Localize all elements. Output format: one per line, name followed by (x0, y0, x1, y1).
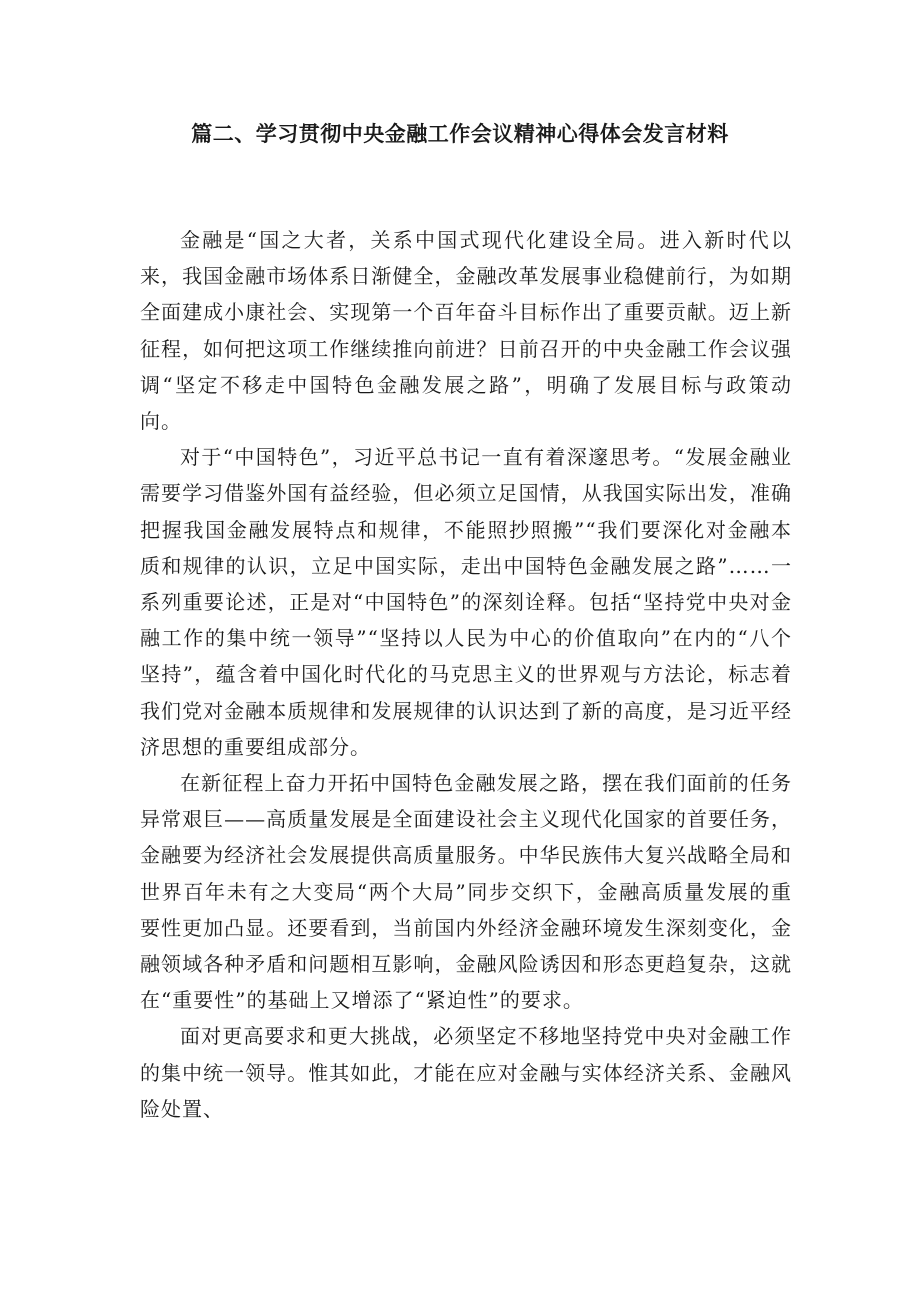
paragraph-4: 面对更高要求和更大挑战，必须坚定不移地坚持党中央对金融工作的集中统一领导。惟其如此，才能在应对金融与实体经济关系、金融风险处置、 (140, 1024, 792, 1121)
document-title: 篇二、学习贯彻中央金融工作会议精神心得体会发言材料 (191, 122, 729, 146)
document-body (140, 222, 792, 1127)
paragraph-2: 对于“中国特色”，习近平总书记一直有着深邃思考。“发展金融业需要学习借鉴外国有益经验，但必须立足国情，从我国实际出发，准确把握我国金融发展特点和规律，不能照抄照搬”“我们要深化对金融本质和规律的认识，立足中国实际，走出中国特色金融发展之路”……一系列重要论述，正是对“中国特色”的深刻诠释。包括“坚持党中央对金融工作的集中统一领导”“坚持以人民为中心的价值取向”在内的“八个坚持”，蕴含着中国化时代化的马克思主义的世界观与方法论，标志着我们党对金融本质规律和发展规律的认识达到了新的高度，是习近平经济思想的重要组成部分。 (140, 445, 792, 759)
paragraph-3: 在新征程上奋力开拓中国特色金融发展之路，摆在我们面前的任务异常艰巨——高质量发展是全面建设社会主义现代化国家的首要任务，金融要为经济社会发展提供高质量服务。中华民族伟大复兴战略全局和世界百年未有之大变局“两个大局”同步交织下，金融高质量发展的重要性更加凸显。还要看到，当前国内外经济金融环境发生深刻变化，金融领域各种矛盾和问题相互影响，金融风险诱因和形态更趋复杂，这就在“重要性”的基础上又增添了“紧迫性”的要求。 (140, 771, 792, 1013)
paragraph-1: 金融是“国之大者，关系中国式现代化建设全局。进入新时代以来，我国金融市场体系日渐健全，金融改革发展事业稳健前行，为如期全面建成小康社会、实现第一个百年奋斗目标作出了重要贡献。迈上新征程，如何把这项工作继续推向前进？日前召开的中央金融工作会议强调“坚定不移走中国特色金融发展之路”，明确了发展目标与政策动向。 (140, 228, 792, 434)
